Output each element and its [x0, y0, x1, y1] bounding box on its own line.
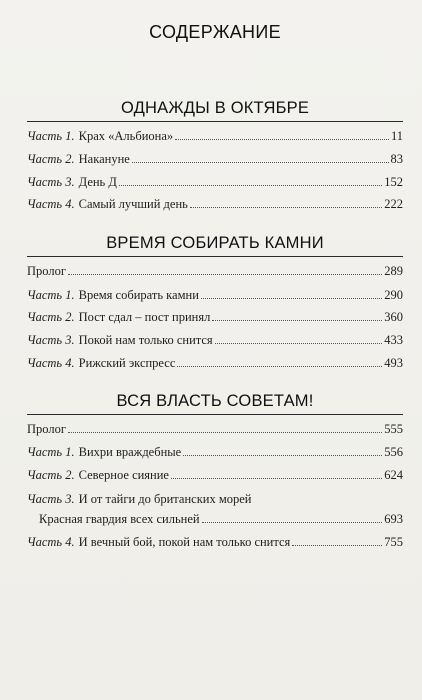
toc-entry-title: Самый лучший день	[78, 197, 188, 211]
toc-page-number: 83	[390, 152, 403, 166]
toc-part-number: Часть 4.	[27, 197, 75, 211]
toc-entry-title: День Д	[78, 175, 117, 189]
leader-dots	[68, 273, 382, 275]
toc-entry-title: Северное сияние	[78, 468, 169, 482]
toc-entry-title: Крах «Альбиона»	[78, 129, 174, 143]
toc-entry[interactable]	[27, 128, 403, 144]
leader-dots	[171, 477, 382, 479]
leader-dots	[132, 161, 389, 163]
toc-entry-continuation[interactable]	[39, 511, 403, 527]
toc-page-number: 11	[390, 129, 403, 143]
toc-entry-title: Время собирать камни	[78, 288, 199, 302]
leader-dots	[175, 138, 389, 140]
toc-entry-title: И вечный бой, покой нам только снится	[78, 535, 291, 549]
toc-entry-multiline[interactable]	[27, 491, 403, 507]
toc-entry[interactable]	[27, 332, 403, 348]
leader-dots	[201, 297, 382, 299]
leader-dots	[119, 184, 382, 186]
toc-part-number: Часть 1.	[27, 129, 75, 143]
toc-part-number: Часть 3.	[27, 333, 75, 347]
leader-dots	[183, 454, 382, 456]
toc-entry-title: Пост сдал – пост принял	[78, 310, 211, 324]
toc-part-number: Часть 4.	[27, 356, 75, 370]
section-rule-3	[27, 414, 403, 415]
toc-entry[interactable]	[27, 309, 403, 325]
toc-part-number: Часть 1.	[27, 445, 75, 459]
leader-dots	[177, 365, 382, 367]
toc-entry[interactable]	[27, 196, 403, 212]
toc-part-number: Часть 2.	[27, 152, 75, 166]
toc-entry[interactable]	[27, 534, 403, 550]
toc-part-number: Часть 1.	[27, 288, 75, 302]
toc-entry[interactable]	[27, 467, 403, 483]
toc-part-number: Часть 4.	[27, 535, 75, 549]
toc-page-number: 433	[384, 333, 403, 347]
toc-page-number: 493	[384, 356, 403, 370]
toc-page-number: 555	[384, 422, 403, 436]
section-title-2: ВРЕМЯ СОБИРАТЬ КАМНИ	[106, 234, 324, 252]
toc-entry-title: Накануне	[78, 152, 130, 166]
toc-page-number: 755	[384, 535, 403, 549]
section-rule-1	[27, 121, 403, 122]
toc-page-number: 556	[384, 445, 403, 459]
leader-dots	[190, 206, 382, 208]
leader-dots	[202, 521, 383, 523]
toc-entry[interactable]	[27, 287, 403, 303]
toc-part-number: Часть 2.	[27, 468, 75, 482]
section-title-3: ВСЯ ВЛАСТЬ СОВЕТАМ!	[116, 392, 314, 410]
toc-page-number: 290	[384, 288, 403, 302]
toc-entry-title: И от тайги до британских морей	[78, 492, 252, 506]
toc-entry-title: Рижский экспресс	[78, 356, 176, 370]
toc-page-number: 624	[384, 468, 403, 482]
toc-part-number: Часть 3.	[27, 492, 75, 506]
toc-entry[interactable]	[27, 444, 403, 460]
toc-part-number: Часть 3.	[27, 175, 75, 189]
leader-dots	[68, 431, 382, 433]
toc-entry[interactable]	[27, 263, 403, 279]
leader-dots	[212, 319, 382, 321]
leader-dots	[292, 544, 382, 546]
toc-entry-title: Пролог	[27, 264, 66, 278]
section-title-1: ОДНАЖДЫ В ОКТЯБРЕ	[120, 99, 310, 117]
toc-entry[interactable]	[27, 174, 403, 190]
page-title: СОДЕРЖАНИЕ	[149, 22, 281, 42]
leader-dots	[215, 342, 383, 344]
toc-entry[interactable]	[27, 151, 403, 167]
toc-entry[interactable]	[27, 355, 403, 371]
toc-page-number: 152	[384, 175, 403, 189]
toc-page-number: 289	[384, 264, 403, 278]
toc-part-number: Часть 2.	[27, 310, 75, 324]
toc-page-number: 360	[384, 310, 403, 324]
toc-entry-title-line2: Красная гвардия всех сильней	[39, 512, 200, 526]
section-rule-2	[27, 256, 403, 257]
toc-entry[interactable]	[27, 421, 403, 437]
toc-page-number: 693	[384, 512, 403, 526]
toc-entry-title: Вихри враждебные	[78, 445, 182, 459]
toc-entry-title: Пролог	[27, 422, 66, 436]
toc-page-number: 222	[384, 197, 403, 211]
toc-entry-title: Покой нам только снится	[78, 333, 213, 347]
